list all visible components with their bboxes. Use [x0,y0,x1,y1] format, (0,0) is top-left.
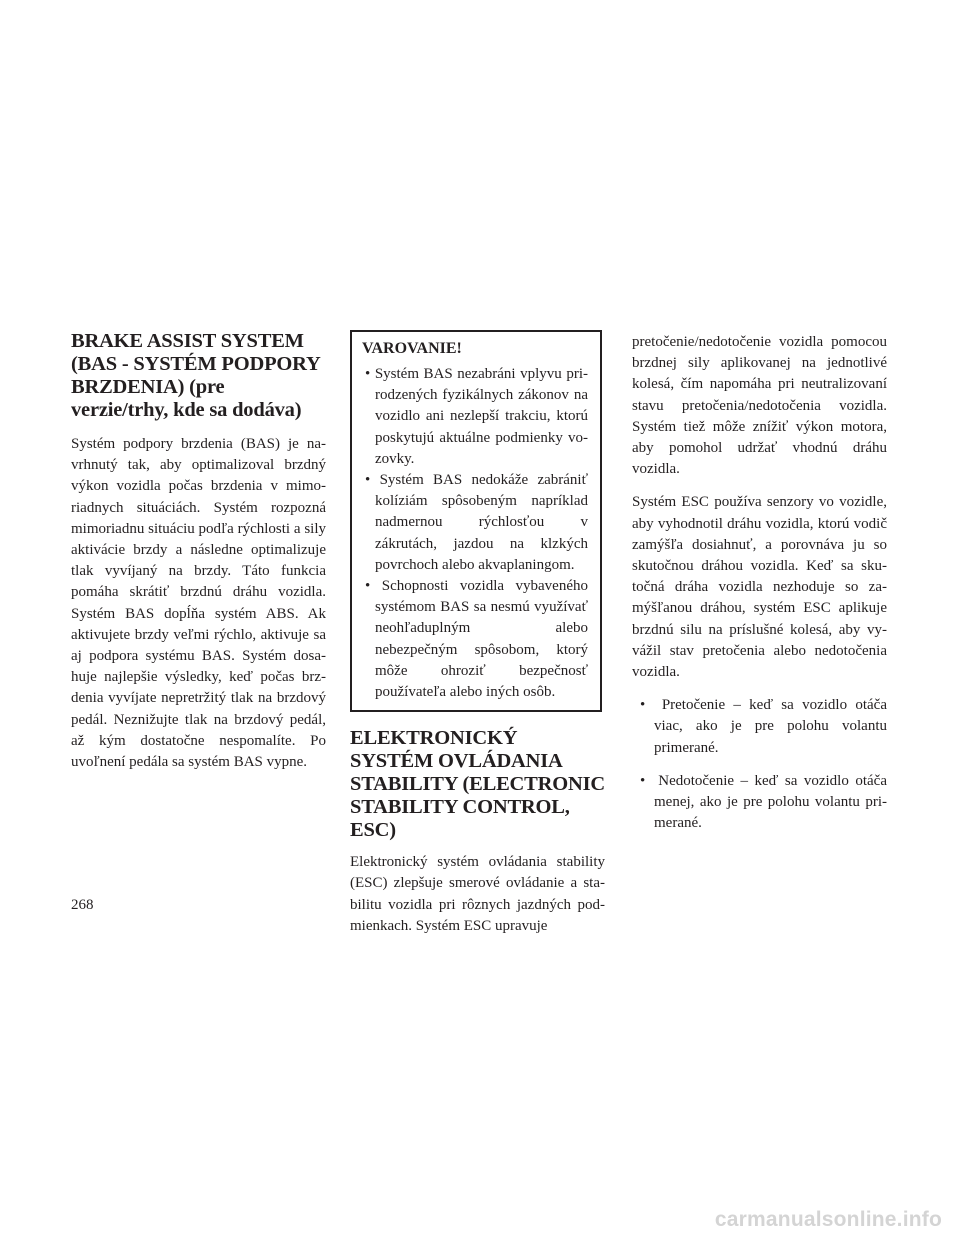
esc-paragraph-1: pretočenie/nedotočenie vozidla pomocou brzdnej sily aplikovanej na jednotlivé kolesá, čím napomáha pri neutralizovaní stavu pretočenia/nedotočenia vozidla. Systém tiež môže znížiť výkon motora, aby pomohol udržať vhodnú dráhu vozidla. [632,334,887,478]
warning-list [362,364,588,703]
esc-heading: ELEKTRONICKÝ SYSTÉM OVLÁDANIA STABILITY (ELECTRONIC STABILITY CONTROL, ESC) [350,727,605,842]
right-column [632,332,887,834]
page-number: 268 [71,897,94,913]
warning-item: • Systém BAS nezabráni vplyvu prirodzených fyzikálnych zákonov na vozidlo ani nezlepší trakciu, ktorú poskytujú aktuálne podmienky vozovky. [365,366,588,467]
warning-item: • Systém BAS nedokáže zabrániť kolíziám spôsobeným napríklad nadmernou rýchlosťou v zákrutách, jazdou na klzkých povrchoch alebo akvaplaningom. [365,472,588,573]
esc-bullet-list [632,695,887,834]
bas-heading: BRAKE ASSIST SYSTEM (BAS - SYSTÉM PODPORY BRZDENIA) (pre verzie/trhy, kde sa dodáva) [71,330,320,421]
bas-paragraph: Systém podpory brzdenia (BAS) je navrhnutý tak, aby optimalizoval brzdný výkon vozidla počas brzdenia v mimoriadnych situáciách. Systém rozpozná mimoriadnu situáciu podľa rýchlosti a sily aktivácie brzdy a následne optimalizuje tlak vyvíjaný na brzdy. Táto funkcia pomáha skrátiť brzdnú dráhu vozidla. Systém BAS dopĺňa systém ABS. Ak aktivujete brzdy veľmi rýchlo, aktivuje sa aj podpora systému BAS. Systém dosahuje najlepšie výsledky, keď počas brzdenia vyvíjate nepretržitý tlak na brzdový pedál. Neznižujte tlak na brzdový pedál, až kým dostatočne nespomalíte. Po uvoľnení pedála sa systém BAS vypne. [71,436,326,771]
warning-title: VAROVANIE! [362,340,462,357]
watermark: carmanualsonline.info [714,1208,942,1231]
list-item: • Nedotočenie – keď sa vozidlo otáča menej, ako je pre polohu volantu primerané. [640,772,887,832]
list-item: • Pretočenie – keď sa vozidlo otáča viac, ako je pre polohu volantu primerané. [640,697,887,756]
warning-item: • Schopnosti vozidla vybaveného systémom BAS sa nesmú využívať neohľaduplným alebo nebezpečným spôsobom, ktorý môže ohroziť bezpečnosť používateľa alebo iných osôb. [365,578,588,701]
middle-column [350,330,605,937]
left-column [71,330,326,773]
warning-box [350,330,602,712]
esc-intro-paragraph: Elektronický systém ovládania stability (ESC) zlepšuje smerové ovládanie a stabilitu vozidla pri rôznych jazdných podmienkach. Systém ESC upravuje [350,854,605,934]
esc-paragraph-2: Systém ESC používa senzory vo vozidle, aby vyhodnotil dráhu vozidla, ktorú vodič zamýšľa dosiahnuť, a porovnáva ju so skutočnou dráhou vozidla. Keď sa skutočná dráha vozidla nezhoduje so zamýšľanou dráhou, systém ESC aplikuje brzdnú silu na príslušné kolesá, aby vyvážil stav pretočenia alebo nedotočenia vozidla. [632,494,887,681]
